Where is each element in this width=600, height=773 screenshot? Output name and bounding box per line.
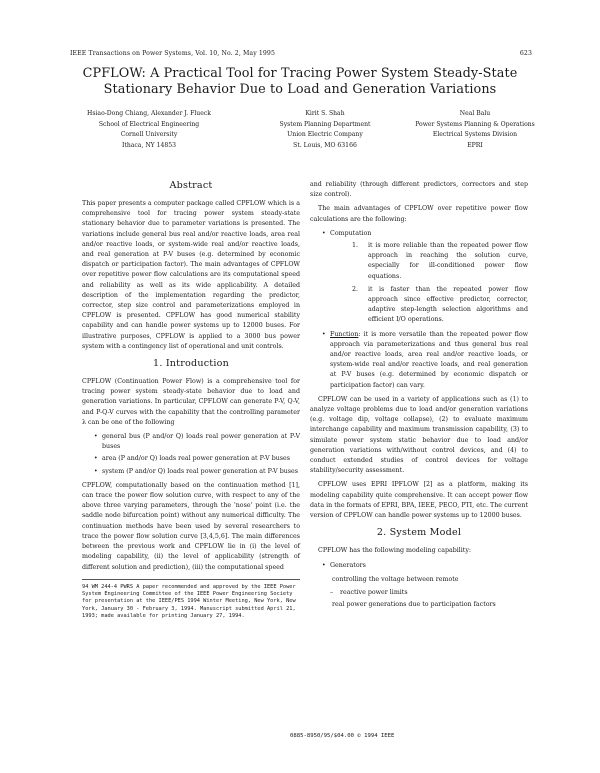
generator-sub-item: – reactive power limits	[330, 588, 528, 598]
generator-sub-item: controlling the voltage between remote	[332, 575, 459, 583]
computation-points	[330, 241, 528, 326]
intro-paragraph-2: CPFLOW, computationally based on the continuation method [1], can trace the power flow solution curve, with respect to any of the above three varying parameters, through the 'nose' point (i.e. the saddle node bifurcation point) without any numerical difficulty. The continuation methods have been used by several researchers to trace the power flow solution curve [3,4,5,6]. The main differences between the previous work and CPFLOW lie in (i) the level of modeling capability, (ii) the level of applicability (strength of different solution and prediction), (iii) the computational speed	[82, 481, 300, 571]
model-list	[310, 561, 528, 571]
generator-sub-item: real power generations due to participation factors	[332, 601, 496, 609]
bullet-icon: •	[322, 561, 326, 569]
author-organization: Cornell University	[120, 131, 178, 138]
abstract-heading: Abstract	[169, 180, 213, 191]
author-block	[400, 109, 550, 151]
left-column	[82, 180, 300, 620]
author-block	[260, 109, 390, 151]
list-item: • general bus (P and/or Q) loads real power generation at P-V buses	[94, 433, 300, 451]
generators-label: Generators	[330, 561, 366, 569]
platform-paragraph: CPFLOW uses EPRI IPFLOW [2] as a platform, making its modeling capability quite comprehensive. It can accept power flow data in the formats of EPRI, BPA, IEEE, PECO, PTI, etc. The current version of CPFLOW can handle power systems up to 12000 buses.	[310, 481, 528, 520]
author-names: Neal Balu	[459, 110, 491, 117]
list-item	[322, 330, 528, 391]
author-department: School of Electrical Engineering	[98, 120, 200, 128]
parameter-list	[82, 432, 300, 477]
copyright-line: 0885-8950/95/$04.00 © 1994 IEEE	[290, 733, 395, 739]
list-item: • area (P and/or Q) loads real power generation at P-V buses	[94, 454, 300, 464]
title-line-2: Stationary Behavior Due to Load and Generation Variations	[103, 82, 497, 97]
model-intro: CPFLOW has the following modeling capability:	[318, 547, 472, 555]
bullet-icon: •	[94, 433, 98, 441]
bullet-icon: •	[94, 455, 98, 463]
footnote: 94 WM 244-4 PWRS A paper recommended and approved by the IEEE Power System Engineering Committee of the IEEE Power Engineering Society for presentation at the IEEE/PES 1994 Winter Meeting, New York, New York, January 30 - February 3, 1994. Manuscript submitted April 21, 1993; made available for printing January 27, 1994.	[82, 579, 300, 620]
intro-paragraph-1: CPFLOW (Continuation Power Flow) is a comprehensive tool for tracing power system steady-state behavior due to load and generation variations. In particular, CPFLOW can generate P-V, Q-V, and P-Q-V curves with the capability that the controlling parameter λ can be one of the following	[82, 378, 300, 426]
journal-citation: IEEE Transactions on Power Systems, Vol. 10, No. 2, May 1995	[70, 50, 276, 57]
bullet-icon: •	[94, 467, 98, 475]
dash-icon: –	[330, 588, 334, 596]
author-location: St. Louis, MO 63166	[293, 141, 357, 149]
page-number: 623	[519, 50, 532, 57]
author-location: Ithaca, NY 14853	[121, 141, 176, 149]
applications-paragraph: CPFLOW can be used in a variety of applications such as (1) to analyze voltage problems due to load and/or generation variations (e.g. voltage dip, voltage collapse), (2) to evaluate maximum interchange capability and maximum transmission capability, (3) to simulate power system static behavior due to load and/or generation variations with/without control devices, and (4) to conduct extended studies of control devices for voltage stability/security assessment.	[310, 395, 528, 475]
list-item: 2. it is faster than the repeated power flow approach since effective predictor, corrector, adaptive step-length selection algorithms and efficient I/O operations.	[360, 285, 528, 326]
function-text: : it is more versatile than the repeated power flow approach via parameterizations and thus general bus real and/or reactive loads, area real and/or reactive loads, or system-wide real and/or reactive loads, and real generation at P-V buses (e.g. determined by economic dispatch or participation factor) can vary.	[330, 330, 528, 389]
computation-label: Computation	[330, 229, 372, 237]
list-item	[322, 229, 528, 326]
bullet-icon: •	[322, 330, 326, 338]
bullet-icon: •	[322, 229, 326, 237]
list-item: • system (P and/or Q) loads real power generation at P-V buses	[94, 467, 300, 477]
section-2-heading: 2. System Model	[376, 527, 462, 539]
list-item: 1. it is more reliable than the repeated power flow approach in reaching the solution curve, especially for ill-conditioned power flow equations.	[360, 241, 528, 282]
advantages-intro: The main advantages of CPFLOW over repetitive power flow calculations are the following:	[310, 205, 528, 223]
list-item	[322, 561, 528, 571]
function-label: Function	[330, 330, 359, 338]
advantages-list	[310, 229, 528, 391]
title-line-1: CPFLOW: A Practical Tool for Tracing Power System Steady-State	[82, 66, 518, 81]
author-location: EPRI	[467, 141, 483, 149]
author-department: Power Systems Planning & Operations	[415, 120, 535, 128]
author-organization: Union Electric Company	[287, 131, 363, 138]
running-head	[70, 50, 532, 60]
author-organization: Electrical Systems Division	[432, 131, 518, 138]
section-1-heading: 1. Introduction	[153, 358, 229, 370]
author-names: Kirit S. Shah	[305, 110, 345, 117]
paper-title	[60, 66, 540, 98]
abstract-text: This paper presents a computer package called CPFLOW which is a comprehensive tool for tracing power system steady-state stationary behavior due to parameter variations is presented. The variations include general bus real and/or reactive loads, area real and/or reactive loads, or system-wide real and/or reactive loads, and real generation at P-V buses (e.g. determined by economic dispatch or participation factor). The main advantages of CPFLOW over repetitive power flow calculations are its computational speed and reliability as well as its wide applicability. A detailed description of the implementation regarding the predictor, corrector, step size control and parameterizations employed in CPFLOW is presented. CPFLOW has good numerical stability capability and can handle power systems up to 12000 buses. For illustrative purposes, CPFLOW is applied to a 3000 bus power system with a contingency list of operational and unit controls.	[82, 200, 300, 350]
author-block	[64, 109, 234, 151]
author-department: System Planning Department	[279, 120, 371, 128]
right-column	[310, 180, 528, 613]
continuation-text: and reliability (through different predictors, correctors and step size control).	[310, 181, 528, 199]
author-names: Hsiao-Dong Chiang, Alexander J. Flueck	[87, 110, 211, 117]
